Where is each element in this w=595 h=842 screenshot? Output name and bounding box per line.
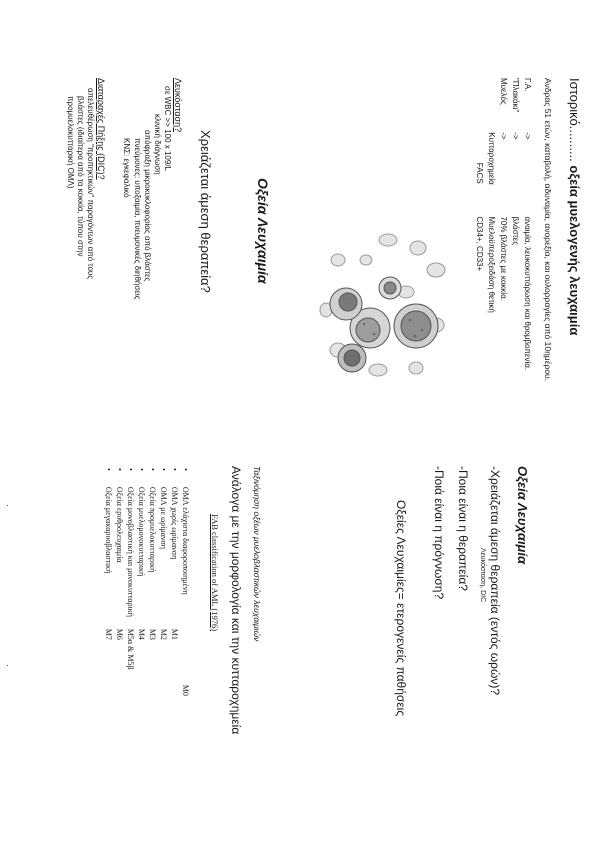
question-therapy: -Ποια είναι η θεραπεία? xyxy=(456,466,470,591)
row-value: αναιμία, λευκοκυττάρωση και θρομβοπενία. xyxy=(523,216,532,371)
section-line: ΚΝΣ: εγκεφαλικό xyxy=(122,138,131,198)
subtype-code: M6 xyxy=(115,628,124,640)
question-sub: Λευκόσταση, DIC xyxy=(479,548,486,603)
list-item xyxy=(104,468,113,640)
blood-smear-image xyxy=(318,230,450,378)
subtype-code: M4 xyxy=(137,628,146,640)
history-title-prefix: Ιστορικό.......... xyxy=(567,78,582,162)
row-value: CD34+, CD33+ xyxy=(475,216,484,272)
bullet-icon: • xyxy=(148,468,157,471)
question-immediate-therapy: -Χρειάζεται άμεση θεραπεία (εντός ωρών)? xyxy=(488,466,502,696)
history-row xyxy=(499,78,508,301)
slide-question: Χρειάζεται άμεση θεραπεία? xyxy=(198,130,213,293)
history-row xyxy=(511,78,520,245)
list-item xyxy=(126,468,135,670)
section-heading: Διαταραχές Πήξης (DIC)? xyxy=(96,78,106,180)
bullet-icon: • xyxy=(137,468,146,471)
subtype-name: Οξεία μυελομονοκυτταρική xyxy=(137,486,146,577)
arrow-icon: -> xyxy=(523,132,532,140)
history-row xyxy=(475,78,484,271)
slide-title: Οξεία Λευχαιμία xyxy=(255,178,271,284)
subtype-code: M5α & M5β xyxy=(126,628,135,670)
subtype-code: M7 xyxy=(104,628,113,640)
bullet-column xyxy=(261,466,262,467)
scan-mark: · xyxy=(6,660,9,670)
section-line: προμυελοκυτταρική ΟΜΛ) xyxy=(66,96,75,189)
history-title: οξεία μυελογενής λευχαιμία xyxy=(567,165,582,336)
list-item xyxy=(170,468,179,640)
slide-title: Οξεία Λευχαιμία xyxy=(515,466,530,565)
section-line: απόφραξη μικροκυκλοφορίας από βλάστες xyxy=(143,130,152,282)
fab-title: FAB classification of AML (1976) xyxy=(210,514,220,632)
section-heading: Λευκόσταση? xyxy=(173,78,183,133)
row-value: Μυελοϋπεροξειδάση θετική xyxy=(487,216,496,313)
list-item xyxy=(181,468,190,696)
subtype-name: Οξεία μονοβλαστική και μονοκυτταρική xyxy=(126,486,135,617)
subtype-name: ΟΜΛ με ωρίμανση xyxy=(159,486,168,549)
section-line: σε WBC >> 100 x 109/L xyxy=(163,86,172,171)
section-line: βλάστες (ιδιαίτερα από τα κοκκία, τύπου στην xyxy=(76,96,85,257)
subtype-name: Οξεία μεγακαρυοβλαστική xyxy=(104,486,113,574)
subtype-name: ΟΜΛ ελάχιστα διαφοροποιημένη xyxy=(181,486,190,595)
classification-title: Ανάλογα με την μορφολογία και την κυτταροχημεία xyxy=(229,466,243,735)
classification-heading: Ταξινόμηση οξέων μυελοβλαστικών λευχαιμιών xyxy=(252,466,262,642)
section-line: πνεύμονες: υποξαιμία, πνευμονικές διηθήσεις xyxy=(133,138,142,300)
subtype-name: ΟΜΛ χωρίς ωρίμανση xyxy=(170,486,179,560)
bullet-icon: • xyxy=(181,468,190,471)
subtype-name: Οξεία προμυελοκυτταρική xyxy=(148,486,157,573)
bullet-icon: • xyxy=(115,468,124,471)
list-item xyxy=(115,468,124,640)
row-method: Κυτταροχημεία xyxy=(487,132,496,185)
arrow-icon: -> xyxy=(511,132,520,140)
bullet-icon: • xyxy=(104,468,113,471)
subtype-code: M0 xyxy=(181,684,190,696)
section-line: απελευθέρωση "προπηκτικών" παραγόντων από τους xyxy=(86,88,95,280)
arrow-icon: -> xyxy=(499,132,508,140)
subtype-code: M2 xyxy=(159,628,168,640)
subtype-code: M1 xyxy=(170,628,179,640)
list-item xyxy=(159,468,168,640)
section-line: κλινική διάγνωση xyxy=(153,114,162,175)
question-prognosis: -Ποιά είναι η πρόγνωση? xyxy=(432,466,446,600)
bullet-icon: • xyxy=(126,468,135,471)
list-item xyxy=(148,468,157,640)
history-row xyxy=(523,78,532,370)
list-item xyxy=(137,468,146,640)
row-label: Μυελός xyxy=(499,78,508,105)
row-label: "Πλακάκι" xyxy=(511,78,520,113)
row-method: FACS xyxy=(475,162,484,184)
subtype-code: M3 xyxy=(148,628,157,640)
bullet-icon: • xyxy=(170,468,179,471)
statement: Οξείες Λευχαιμίες= ετερογενείς παθήσεις xyxy=(394,500,408,717)
subtype-name: Οξεία ερυθρολευχαιμία xyxy=(115,486,124,563)
history-text: Ανδρας 51 ετών, καταβολή, αδυναμία, ανορεξία, και ουλορραγίες από 10ημέρου. xyxy=(543,78,553,382)
row-value: βλάστες xyxy=(511,216,520,246)
scan-mark: · xyxy=(6,500,9,510)
row-value: 70% βλάστες με κοκκία. xyxy=(499,216,508,301)
row-label: Γ.Α. xyxy=(523,78,532,92)
bullet-icon: • xyxy=(159,468,168,471)
history-row xyxy=(487,78,496,313)
